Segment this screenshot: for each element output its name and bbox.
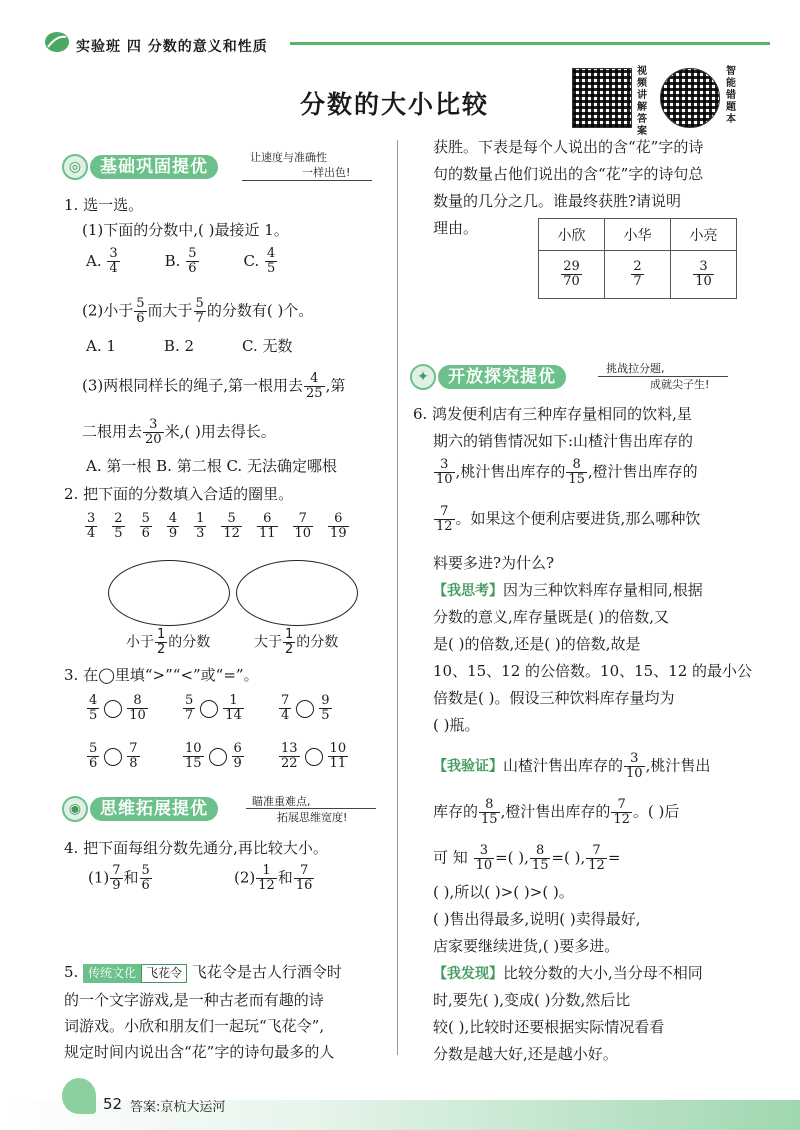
target-icon: ◎	[62, 154, 88, 180]
fraction: $\frac{2}{5}$	[114, 511, 123, 541]
find-tag: 【我发现】	[433, 966, 503, 982]
fraction: $\frac{5}{6}$	[89, 741, 98, 771]
page-title: 分数的大小比较	[300, 90, 490, 119]
qr-right-label: 智 能 错 题 本	[726, 66, 736, 125]
table-header: 小华	[605, 219, 671, 251]
table-cell: $\frac{2}{7}$	[605, 251, 671, 299]
section-motto: 一样出色!	[302, 166, 351, 179]
q5-text: 句的数量占他们说出的含“花”字的诗句总	[433, 165, 704, 183]
fraction: $\frac{5}{6}$	[141, 511, 150, 541]
fraction: $\frac{1}{3}$	[196, 511, 205, 541]
fraction: $\frac{4}{9}$	[168, 511, 178, 541]
verify-text: 店家要继续进货,( )要多进。	[433, 937, 620, 955]
q6-text: 料要多进?为什么?	[433, 554, 555, 572]
q3-row-2	[86, 742, 374, 771]
dolphin-icon	[62, 1078, 96, 1114]
section-motto: 挑战拉分题,	[606, 362, 665, 375]
q4-head: 4. 把下面每组分数先通分,再比较大小。	[64, 839, 328, 857]
compare-item	[86, 742, 182, 771]
find-text: 分数是越大好,还是越小好。	[433, 1045, 618, 1063]
table-cell: $\frac{29}{70}$	[539, 251, 605, 299]
compare-item	[278, 694, 374, 723]
fraction: $\frac{5}{6}$	[188, 246, 197, 276]
section-open	[410, 362, 750, 392]
score-table	[538, 218, 737, 299]
section-label: 开放探究提优	[438, 365, 566, 389]
fraction: $\frac{7}{4}$	[281, 693, 290, 723]
fraction: $\frac{9}{5}$	[321, 693, 330, 723]
q5-text: 的一个文字游戏,是一种古老而有趣的诗	[64, 991, 324, 1009]
fraction: $\frac{3}{4}$	[87, 511, 96, 541]
option: B. $\frac{5}{6}$	[164, 246, 197, 276]
compare-item	[182, 742, 278, 771]
leaf-logo-icon	[44, 31, 70, 53]
verify-text: ( ),所以( )>( )>( )。	[433, 883, 574, 901]
fraction: $\frac{5}{12}$	[223, 511, 240, 541]
compare-circle[interactable]	[104, 700, 122, 718]
q5-text: 词游戏。小欣和朋友们一起玩“飞花令”,	[64, 1017, 325, 1035]
page-number: 52	[103, 1095, 123, 1113]
fraction: $\frac{4}{5}$	[89, 693, 98, 723]
compare-circle[interactable]	[104, 748, 122, 766]
label-less-than-half: 小于 $\frac{1}{2}$ 的分数	[126, 627, 211, 657]
verify-line: 可 知 $\frac{3}{10}$ =( ), $\frac{8}{15}$ =( ), $\frac{7}{12}$ =	[433, 843, 621, 873]
qr-left-label: 视 频 讲 解 答 案	[637, 66, 647, 137]
q5-text: 数量的几分之几。谁最终获胜?请说明	[433, 192, 682, 210]
find-text: 较( ),比较时还要根据实际情况看看	[433, 1018, 665, 1036]
fraction: $\frac{7}{10}$	[294, 511, 312, 541]
fraction: $\frac{10}{15}$	[185, 741, 202, 771]
breadcrumb: 实验班 四 分数的意义和性质	[76, 39, 268, 55]
verify-text: ( )售出得最多,说明( )卖得最好,	[433, 910, 641, 928]
answer-text: 答案:京杭大运河	[130, 1100, 226, 1115]
q2-fractions	[84, 512, 350, 541]
q6-text: $\frac{7}{12}$ 。如果这个便利店要进货,那么哪种饮	[436, 504, 701, 534]
fraction: $\frac{7}{8}$	[129, 741, 138, 771]
section-motto: 让速度与准确性	[250, 151, 327, 164]
option: A. $\frac{3}{4}$	[86, 246, 118, 276]
section-motto: 拓展思维宽度!	[277, 811, 348, 824]
fraction: $\frac{6}{19}$	[330, 511, 347, 541]
section-motto: 成就尖子生!	[650, 378, 710, 391]
qr-code-errorbook[interactable]	[660, 68, 720, 128]
q6-text: $\frac{3}{10}$ ,桃汁售出库存的 $\frac{8}{15}$ ,橙汁售出库存的	[436, 457, 698, 487]
table-header: 小亮	[671, 219, 737, 251]
find-text: 时,要先( ),变成( )分数,然后比	[433, 991, 631, 1009]
think-line: 【我思考】因为三种饮料库存量相同,根据	[433, 581, 703, 599]
fraction: $\frac{4}{25}$	[306, 371, 323, 401]
fraction: $\frac{6}{9}$	[233, 741, 242, 771]
fraction: $\frac{4}{5}$	[266, 246, 276, 276]
q5-first-line: 5. 传统文化 飞花令 飞花令是古人行酒令时	[64, 963, 342, 981]
compare-item	[86, 694, 182, 723]
section-label: 基础巩固提优	[90, 155, 218, 179]
q4-part1: (1) $\frac{7}{9}$ 和 $\frac{5}{6}$	[88, 863, 150, 893]
q4-part2: (2) $\frac{1}{12}$ 和 $\frac{7}{16}$	[234, 863, 313, 893]
satellite-icon: ✦	[410, 364, 436, 390]
section-extend	[62, 794, 382, 824]
compare-item	[278, 742, 374, 771]
q5-text: 获胜。下表是每个人说出的含“花”字的诗	[433, 138, 704, 156]
ellipse-less-than-half[interactable]	[108, 560, 230, 626]
compare-circle[interactable]	[296, 700, 314, 718]
verify-line: 库存的 $\frac{8}{15}$ ,橙汁售出库存的 $\frac{7}{12}$ 。( )后	[433, 797, 680, 827]
q5-text: 规定时间内说出含“花”字的诗句最多的人	[64, 1043, 335, 1061]
ellipse-greater-than-half[interactable]	[236, 560, 358, 626]
think-text: 倍数是( )。假设三种饮料库存量均为	[433, 689, 675, 707]
section-motto: 瞄准重难点,	[252, 795, 311, 808]
label-greater-than-half: 大于 $\frac{1}{2}$ 的分数	[254, 627, 339, 657]
think-text: 分数的意义,库存量既是( )的倍数,又	[433, 608, 670, 626]
table-header: 小欣	[539, 219, 605, 251]
fraction: $\frac{3}{20}$	[145, 417, 162, 447]
q5-text: 理由。	[433, 219, 479, 237]
compare-item	[182, 694, 278, 723]
fraction: $\frac{3}{4}$	[109, 246, 118, 276]
section-label: 思维拓展提优	[90, 797, 218, 821]
q6-text: 6. 鸿发便利店有三种库存量相同的饮料,星	[413, 405, 692, 423]
compare-circle[interactable]	[305, 748, 323, 766]
q1-p2-options: A. 1 B. 2 C. 无数	[86, 337, 293, 355]
ufo-icon: ◉	[62, 796, 88, 822]
fraction: $\frac{8}{10}$	[129, 693, 146, 723]
table-cell: $\frac{3}{10}$	[671, 251, 737, 299]
option: C. $\frac{4}{5}$	[243, 246, 276, 276]
q1-part3: (3)两根同样长的绳子,第一根用去 $\frac{4}{25}$ ,第	[82, 371, 346, 401]
q3-head: 3. 在◯里填“>”“<”或“=”。	[64, 666, 259, 684]
fraction: $\frac{5}{7}$	[195, 296, 204, 326]
fraction: $\frac{1}{14}$	[225, 693, 242, 723]
compare-circle[interactable]	[200, 700, 218, 718]
qr-code-video[interactable]	[572, 68, 632, 128]
section-basic	[62, 152, 382, 182]
compare-circle[interactable]	[209, 748, 227, 766]
verify-tag: 【我验证】	[433, 758, 503, 775]
fraction: $\frac{5}{7}$	[185, 693, 194, 723]
think-text: 是( )的倍数,还是( )的倍数,故是	[433, 635, 641, 653]
fraction: $\frac{10}{11}$	[329, 741, 347, 771]
find-line: 【我发现】比较分数的大小,当分母不相同	[433, 964, 703, 982]
q1-p3-options: A. 第一根 B. 第二根 C. 无法确定哪根	[86, 457, 337, 475]
q1-part2: (2)小于 $\frac{5}{6}$ 而大于 $\frac{5}{7}$ 的分数有( )个。	[82, 296, 314, 326]
verify-line: 【我验证】山楂汁售出库存的 $\frac{3}{10}$ ,桃汁售出	[433, 751, 711, 781]
q2-head: 2. 把下面的分数填入合适的圈里。	[64, 485, 294, 503]
fraction: $\frac{6}{11}$	[258, 511, 276, 541]
q6-text: 期六的销售情况如下:山楂汁售出库存的	[433, 432, 694, 450]
q3-row-1	[86, 694, 374, 723]
fraction: $\frac{5}{6}$	[136, 296, 145, 326]
column-divider	[397, 140, 398, 1055]
q1-head: 1. 选一选。	[64, 196, 144, 214]
fraction: $\frac{13}{22}$	[281, 741, 298, 771]
think-text: ( )瓶。	[433, 716, 480, 734]
q1-p1-options	[86, 247, 278, 276]
culture-tag: 传统文化	[83, 964, 141, 983]
q1-part1: (1)下面的分数中,( )最接近 1。	[82, 221, 289, 239]
q1-part3-cont: 二根用去 $\frac{3}{20}$ 米,( )用去得长。	[82, 417, 276, 447]
think-tag: 【我思考】	[433, 583, 503, 599]
topic-tag: 飞花令	[141, 964, 187, 983]
think-text: 10、15、12 的公倍数。10、15、12 的最小公	[433, 662, 753, 680]
